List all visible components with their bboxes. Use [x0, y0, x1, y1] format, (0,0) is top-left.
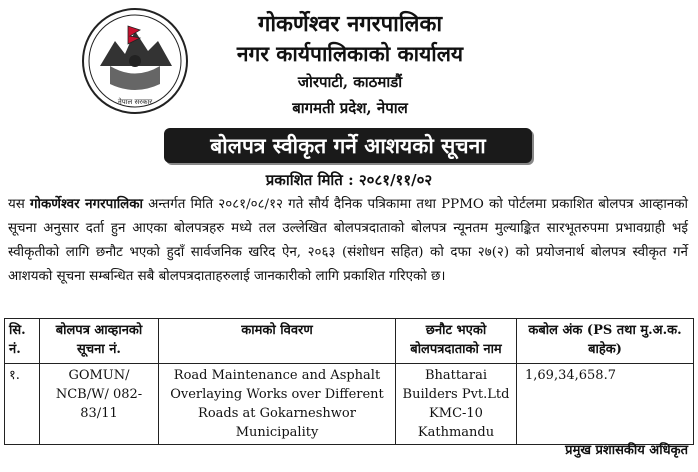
- signature-title: प्रमुख प्रशासकीय अधिकृत: [565, 443, 688, 458]
- award-table: [4, 318, 694, 445]
- org-name: गोकर्णेश्वर नगरपालिका: [257, 11, 443, 37]
- header-bidder: छनौट भएको बोलपत्रदाताको नाम: [396, 319, 517, 364]
- cell-bidder: Bhattarai Builders Pvt.Ltd KMC-10 Kathmandu: [396, 364, 517, 445]
- published-separator: :: [348, 171, 354, 189]
- office-name: नगर कार्यपालिकाको कार्यालय: [236, 41, 464, 66]
- cell-serial: १.: [5, 364, 40, 445]
- office-location: जोरपाटी, काठमाडौं: [297, 73, 403, 91]
- published-date-line: [0, 170, 698, 190]
- header-description: कामको विवरण: [159, 319, 396, 364]
- table-header-row: [5, 319, 694, 364]
- notice-body: [8, 192, 688, 289]
- body-org-name: गोकर्णेश्वर नगरपालिका: [30, 196, 143, 212]
- header-notice-no: बोलपत्र आव्हानको सूचना नं.: [40, 319, 159, 364]
- cell-notice-no: GOMUN/ NCB/W/ 082-83/11: [40, 364, 159, 445]
- body-prefix: यस: [8, 197, 30, 212]
- cell-description: Road Maintenance and Asphalt Overlaying Works over Different Roads at Gokarneshwor Municipality: [159, 364, 396, 445]
- table-row: [5, 364, 694, 445]
- province-country: बागमती प्रदेश, नेपाल: [292, 99, 408, 117]
- body-text: अन्तर्गत मिति २०८१/०८/१२ गते सौर्य दैनिक पत्रिकामा तथा PPMO को पोर्टलमा प्रकाशित बोलपत्र आव्हानको सूचना अनुसार दर्ता हुन आएका बोलपत्रहरु मध्ये तल उल्लेखित बोलपत्रदाताको बोलपत्र न्यूनतम मुल्याङ्कित सारभूतरुपमा प्रभावग्राही भई स्वीकृतीको लागि छनौट भएको हुदाँ सार्वजनिक खरिद ऐन, २०६३ (संशोधन सहित) को दफा २७(२) को प्रयोजनार्थ बोलपत्र स्वीकृत गर्ने आशयको सूचना सम्बन्धित सबै बोलपत्रदाताहरुलाई जानकारीको लागि प्रकाशित गरिएको छ।: [8, 197, 688, 284]
- header-serial: सि. नं.: [5, 319, 40, 364]
- published-label: प्रकाशित मिति: [265, 171, 343, 189]
- notice-title: बोलपत्र स्वीकृत गर्ने आशयको सूचना: [164, 128, 532, 163]
- letterhead: [0, 0, 698, 125]
- header-amount: कबोल अंक (PS तथा मु.अ.क. बाहेक): [517, 319, 694, 364]
- published-date: २०८१/११/०२: [358, 171, 433, 189]
- emblem-caption: नेपाल सरकार: [117, 98, 153, 106]
- cell-amount: 1,69,34,658.7: [517, 364, 694, 445]
